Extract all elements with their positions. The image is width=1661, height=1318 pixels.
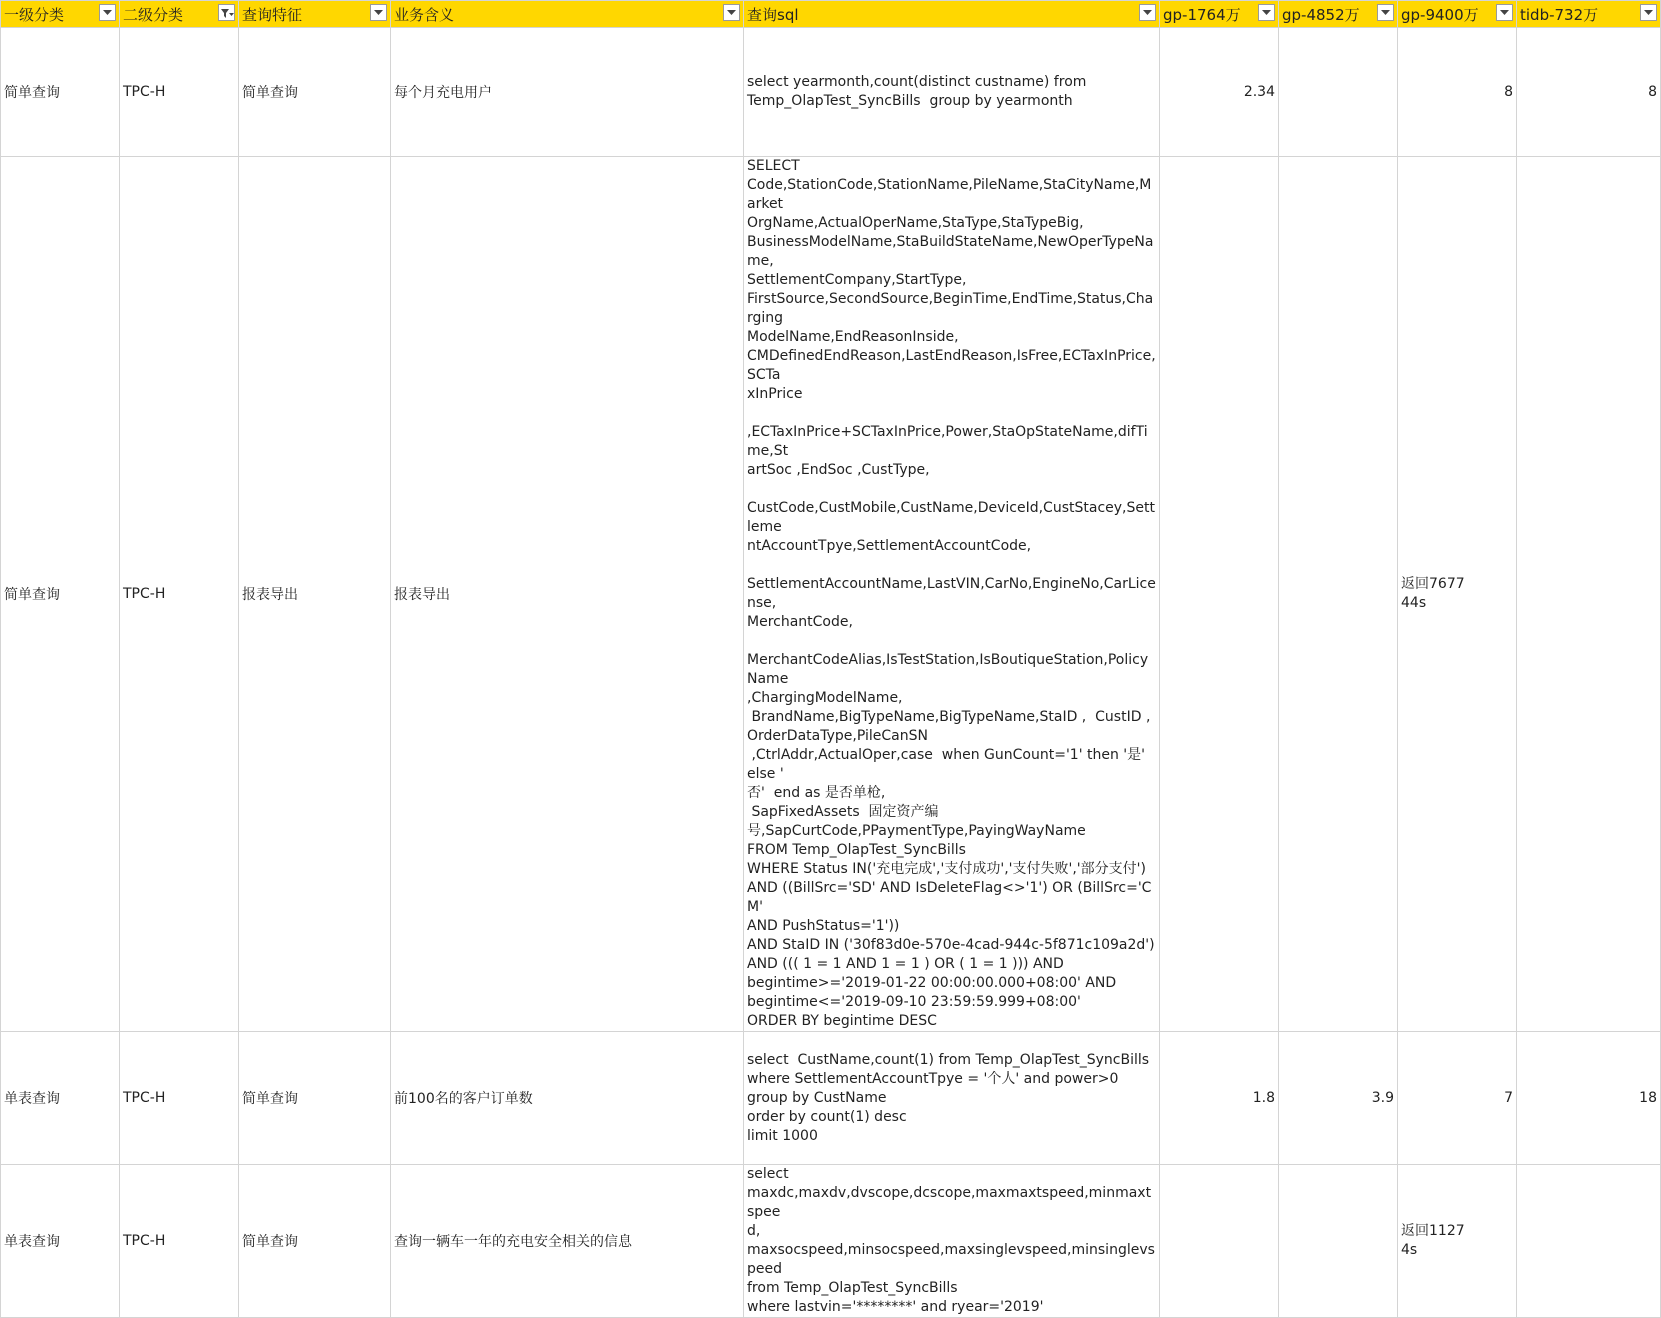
cell-meaning[interactable]: 前100名的客户订单数 (391, 1032, 744, 1165)
cell-gp4852[interactable] (1279, 157, 1398, 1032)
cell-cat1[interactable]: 简单查询 (1, 157, 120, 1032)
filter-active-icon[interactable] (218, 4, 235, 21)
header-cat2[interactable] (120, 1, 239, 28)
cell-gp9400[interactable]: 返回1127 4s (1398, 1165, 1517, 1318)
filter-dropdown-icon[interactable] (1496, 4, 1513, 21)
header-gp1764[interactable] (1160, 1, 1279, 28)
cell-cat2[interactable]: TPC-H (120, 157, 239, 1032)
cell-tidb732[interactable]: 8 (1517, 28, 1661, 157)
cell-feature[interactable]: 简单查询 (239, 1165, 391, 1318)
cell-meaning[interactable]: 查询一辆车一年的充电安全相关的信息 (391, 1165, 744, 1318)
filter-dropdown-icon[interactable] (1258, 4, 1275, 21)
filter-dropdown-icon[interactable] (1640, 4, 1657, 21)
cell-gp9400[interactable]: 返回7677 44s (1398, 157, 1517, 1032)
cell-sql[interactable]: select maxdc,maxdv,dvscope,dcscope,maxmaxtspeed,minmaxtspee d, maxsocspeed,minsocspeed,maxsinglevspeed,minsinglevspeed from Temp_OlapTest_SyncBills where lastvin='********' and ryear='2019' (744, 1165, 1160, 1318)
cell-gp4852[interactable]: 3.9 (1279, 1032, 1398, 1165)
cell-sql[interactable]: select yearmonth,count(distinct custname) from Temp_OlapTest_SyncBills group by yearmonth (744, 28, 1160, 157)
header-gp4852[interactable] (1279, 1, 1398, 28)
cell-gp9400[interactable]: 7 (1398, 1032, 1517, 1165)
cell-cat1[interactable]: 单表查询 (1, 1165, 120, 1318)
cell-cat1[interactable]: 单表查询 (1, 1032, 120, 1165)
cell-cat2[interactable]: TPC-H (120, 28, 239, 157)
cell-gp9400[interactable]: 8 (1398, 28, 1517, 157)
cell-sql[interactable]: SELECT Code,StationCode,StationName,PileName,StaCityName,Market OrgName,ActualOperName,StaType,StaTypeBig, BusinessModelName,StaBuildStateName,NewOperTypeName, SettlementCompany,StartType, FirstSource,SecondSource,BeginTime,EndTime,Status,Charging ModelName,EndReasonInside, CMDefinedEndReason,LastEndReason,IsFree,ECTaxInPrice,SCTa xInPrice ,ECTaxInPrice+SCTaxInPrice,Power,StaOpStateName,difTime,St artSoc ,EndSoc ,CustType, CustCode,CustMobile,CustName,DeviceId,CustStacey,Settleme ntAccountTpye,SettlementAccountCode, SettlementAccountName,LastVIN,CarNo,EngineNo,CarLicense, MerchantCode, MerchantCodeAlias,IsTestStation,IsBoutiqueStation,PolicyName ,ChargingModelName, BrandName,BigTypeName,BigTypeName,StaID , CustID , OrderDataType,PileCanSN ,CtrlAddr,ActualOper,case when GunCount='1' then '是' else ' 否' end as 是否单枪, SapFixedAssets 固定资产编 号,SapCurtCode,PPaymentType,PayingWayName FROM Temp_OlapTest_SyncBills WHERE Status IN('充电完成','支付成功','支付失败','部分支付') AND ((BillSrc='SD' AND IsDeleteFlag<>'1') OR (BillSrc='CM' AND PushStatus='1')) AND StaID IN ('30f83d0e-570e-4cad-944c-5f871c109a2d') AND ((( 1 = 1 AND 1 = 1 ) OR ( 1 = 1 ))) AND begintime>='2019-01-22 00:00:00.000+08:00' AND begintime<='2019-09-10 23:59:59.999+08:00' ORDER BY begintime DESC (744, 157, 1160, 1032)
header-label: 查询特征 (242, 5, 303, 24)
cell-gp1764[interactable] (1160, 1165, 1279, 1318)
header-label: 二级分类 (123, 5, 184, 24)
header-label: 查询sql (747, 5, 799, 24)
header-label: gp-4852万 (1282, 5, 1360, 24)
filter-dropdown-icon[interactable] (99, 4, 116, 21)
cell-gp4852[interactable] (1279, 1165, 1398, 1318)
cell-feature[interactable]: 简单查询 (239, 1032, 391, 1165)
cell-tidb732[interactable] (1517, 1165, 1661, 1318)
cell-cat1[interactable]: 简单查询 (1, 28, 120, 157)
filter-dropdown-icon[interactable] (1377, 4, 1394, 21)
header-feature[interactable] (239, 1, 391, 28)
header-label: gp-9400万 (1401, 5, 1479, 24)
cell-gp1764[interactable] (1160, 157, 1279, 1032)
cell-sql[interactable]: select CustName,count(1) from Temp_OlapTest_SyncBills where SettlementAccountTpye = '个人' and power>0 group by CustName order by count(1) desc limit 1000 (744, 1032, 1160, 1165)
header-label: tidb-732万 (1520, 5, 1599, 24)
cell-tidb732[interactable]: 18 (1517, 1032, 1661, 1165)
cell-meaning[interactable]: 每个月充电用户 (391, 28, 744, 157)
header-gp9400[interactable] (1398, 1, 1517, 28)
header-sql[interactable] (744, 1, 1160, 28)
cell-gp1764[interactable]: 2.34 (1160, 28, 1279, 157)
filter-dropdown-icon[interactable] (723, 4, 740, 21)
cell-meaning[interactable]: 报表导出 (391, 157, 744, 1032)
cell-cat2[interactable]: TPC-H (120, 1032, 239, 1165)
header-tidb732[interactable] (1517, 1, 1661, 28)
cell-gp1764[interactable]: 1.8 (1160, 1032, 1279, 1165)
table-row (1, 157, 1661, 1032)
table-row (1, 1032, 1661, 1165)
header-label: 业务含义 (394, 5, 455, 24)
cell-gp4852[interactable] (1279, 28, 1398, 157)
header-label: gp-1764万 (1163, 5, 1241, 24)
filter-dropdown-icon[interactable] (370, 4, 387, 21)
header-label: 一级分类 (4, 5, 65, 24)
cell-cat2[interactable]: TPC-H (120, 1165, 239, 1318)
cell-feature[interactable]: 简单查询 (239, 28, 391, 157)
filter-dropdown-icon[interactable] (1139, 4, 1156, 21)
cell-tidb732[interactable] (1517, 157, 1661, 1032)
header-cat1[interactable] (1, 1, 120, 28)
header-row (1, 1, 1661, 28)
table-row (1, 28, 1661, 157)
header-meaning[interactable] (391, 1, 744, 28)
table-row (1, 1165, 1661, 1318)
cell-feature[interactable]: 报表导出 (239, 157, 391, 1032)
